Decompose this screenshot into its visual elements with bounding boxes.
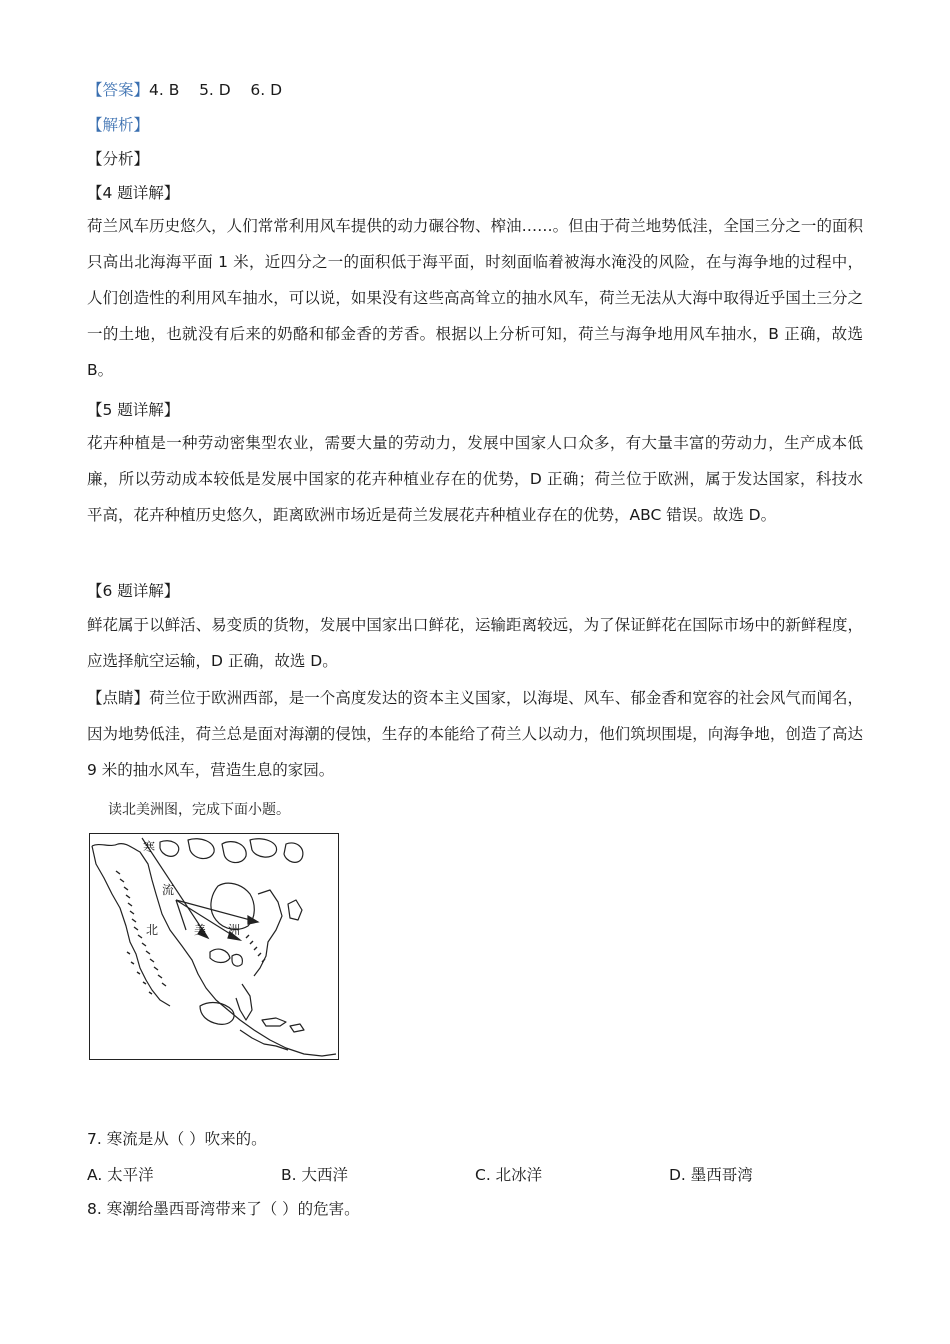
north-america-map: [89, 833, 339, 1060]
analysis-tag: 【解析】: [87, 116, 150, 134]
answer-text: 4. B 5. D 6. D: [149, 81, 283, 99]
q7-option-a: A. 太平洋: [87, 1166, 154, 1184]
q8-stem: 8. 寒潮给墨西哥湾带来了（ ）的危害。: [87, 1200, 360, 1218]
q6-tag: 【6 题详解】: [87, 582, 180, 600]
map-label-bei: 北: [146, 923, 159, 937]
map-label-han: 寒: [143, 840, 156, 854]
map-caption: 读北美洲图，完成下面小题。: [108, 802, 290, 818]
q4-tag: 【4 题详解】: [87, 184, 180, 202]
q7-option-c: C. 北冰洋: [475, 1166, 543, 1184]
north-america-outline: [90, 834, 337, 1058]
map-label-zhou: 洲: [228, 923, 241, 937]
map-label-mei: 美: [194, 923, 207, 937]
fenxi-tag: 【分析】: [87, 150, 150, 168]
q7-option-d: D. 墨西哥湾: [669, 1166, 753, 1184]
dianjing-body: 荷兰位于欧洲西部，是一个高度发达的资本主义国家，以海堤、风车、郁金香和宽容的社会风气而闻名，因为地势低洼，荷兰总是面对海潮的侵蚀，生存的本能给了荷兰人以动力，他们筑坝围堤，向海争地，创造了高达 9 米的抽水风车，营造生息的家园。: [87, 689, 863, 779]
map-label-liu: 流: [162, 883, 175, 897]
q4-body: 荷兰风车历史悠久，人们常常利用风车提供的动力碾谷物、榨油……。但由于荷兰地势低洼，全国三分之一的面积只高出北海海平面 1 米，近四分之一的面积低于海平面，时刻面临着被海水淹没的风险，在与海争地的过程中，人们创造性的利用风车抽水，可以说，如果没有这些高高耸立的抽水风车，荷兰无法从大海中取得近乎国土三分之一的土地，也就没有后来的奶酪和郁金香的芳香。根据以上分析可知，荷兰与海争地用风车抽水，B 正确，故选 B。: [87, 217, 863, 379]
dianjing-paragraph: [87, 680, 863, 788]
q5-tag: 【5 题详解】: [87, 401, 180, 419]
answer-tag: 【答案】: [87, 81, 150, 99]
answer-line: [87, 80, 282, 100]
q7-stem: 7. 寒流是从（ ）吹来的。: [87, 1130, 267, 1148]
q7-option-b: B. 大西洋: [281, 1166, 348, 1184]
q6-body: 鲜花属于以鲜活、易变质的货物，发展中国家出口鲜花，运输距离较远，为了保证鲜花在国际市场中的新鲜程度，应选择航空运输，D 正确，故选 D。: [87, 616, 863, 670]
dianjing-tag: 【点睛】: [87, 689, 150, 707]
q5-body: 花卉种植是一种劳动密集型农业，需要大量的劳动力，发展中国家人口众多，有大量丰富的劳动力，生产成本低廉，所以劳动成本较低是发展中国家的花卉种植业存在的优势，D 正确；荷兰位于欧洲，属于发达国家，科技水平高，花卉种植历史悠久，距离欧洲市场近是荷兰发展花卉种植业存在的优势，ABC 错误。故选 D。: [87, 434, 863, 524]
